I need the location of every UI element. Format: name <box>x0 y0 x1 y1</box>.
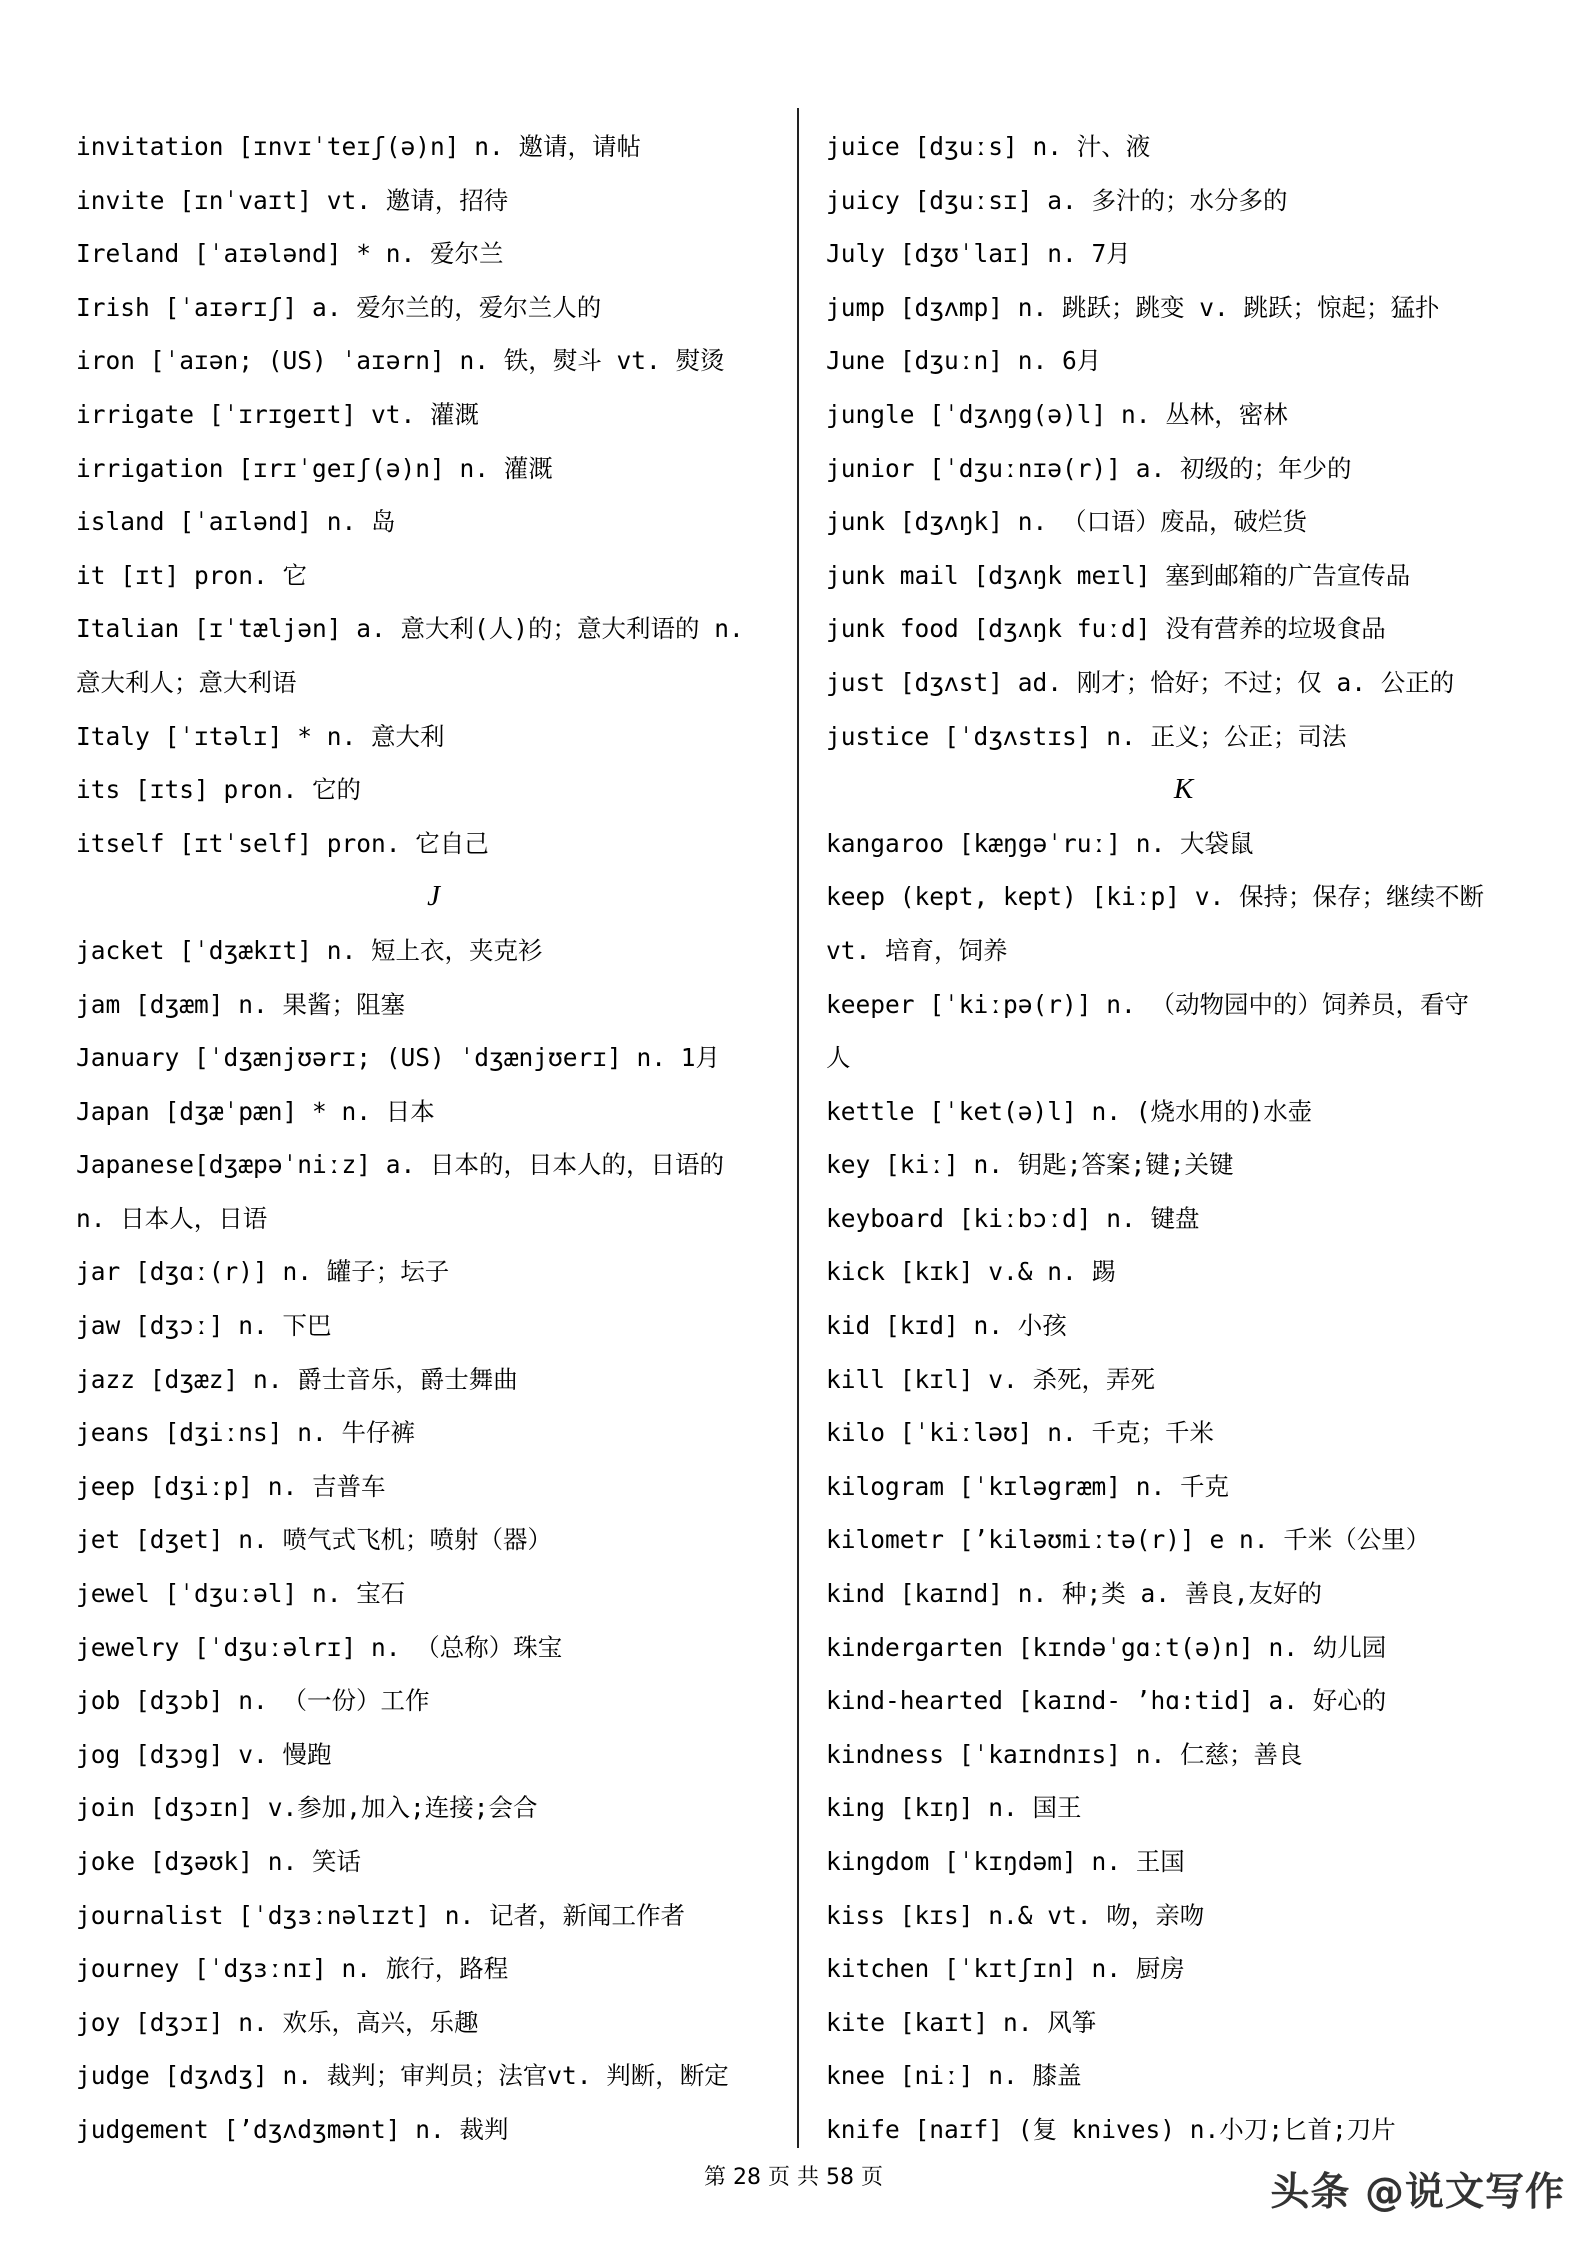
vocabulary-entry: junior [ˈdʒuːnɪə(r)] a. 初级的；年少的 <box>826 453 1352 483</box>
vocabulary-entry: kilogram [ˈkɪləgræm] n. 千克 <box>826 1471 1230 1501</box>
vocabulary-entry: invitation [ɪnvɪˈteɪʃ(ə)n] n. 邀请，请帖 <box>76 132 642 161</box>
vocabulary-entry: judgement [’dʒʌdʒmənt] n. 裁判 <box>76 2114 509 2144</box>
vocabulary-entry: junk mail [dʒʌŋk meɪl] 塞到邮箱的广告宣传品 <box>826 560 1411 590</box>
vocabulary-entry: kindness [ˈkaɪndnɪs] n. 仁慈；善良 <box>826 1739 1303 1769</box>
vocabulary-entry: jazz [dʒæz] n. 爵士音乐，爵士舞曲 <box>76 1364 518 1394</box>
vocabulary-entry: jewelry [ˈdʒuːəlrɪ] n. （总称）珠宝 <box>76 1632 563 1662</box>
vocabulary-entry: keyboard [kiːbɔːd] n. 键盘 <box>826 1203 1200 1233</box>
vocabulary-entry: kingdom [ˈkɪŋdəm] n. 王国 <box>826 1847 1185 1876</box>
vocabulary-entry: joy [dʒɔɪ] n. 欢乐，高兴，乐趣 <box>76 2007 479 2037</box>
vocabulary-entry: Irish [ˈaɪərɪʃ] a. 爱尔兰的，爱尔兰人的 <box>76 292 602 322</box>
vocabulary-entry: kind-hearted [kaɪnd- ’hɑ:tid] a. 好心的 <box>826 1686 1387 1716</box>
vocabulary-entry: itself [ɪtˈself] pron. 它自己 <box>76 828 489 858</box>
vocabulary-entry: justice [ˈdʒʌstɪs] n. 正义；公正；司法 <box>826 721 1347 751</box>
vocabulary-entry: kite [kaɪt] n. 风筝 <box>826 2007 1097 2037</box>
vocabulary-entry: kiss [kɪs] n.& vt. 吻，亲吻 <box>826 1900 1205 1930</box>
vocabulary-entry: job [dʒɔb] n. （一份）工作 <box>76 1686 430 1716</box>
vocabulary-entry: kind [kaɪnd] n. 种;类 a. 善良,友好的 <box>826 1579 1323 1609</box>
vocabulary-entry: king [kɪŋ] n. 国王 <box>826 1793 1082 1823</box>
vocabulary-entry: join [dʒɔɪn] v.参加,加入;连接;会合 <box>76 1793 538 1823</box>
vocabulary-entry: juicy [dʒuːsɪ] a. 多汁的；水分多的 <box>826 185 1288 215</box>
vocabulary-entry: journey [ˈdʒɜːnɪ] n. 旅行，路程 <box>76 1954 509 1984</box>
vocabulary-entry: Japanese[dʒæpəˈniːz] a. 日本的，日本人的，日语的 <box>76 1150 725 1180</box>
vocabulary-entry: jaw [dʒɔː] n. 下巴 <box>76 1311 332 1341</box>
left-column <box>76 120 791 2157</box>
vocabulary-entry: island [ˈaɪlənd] n. 岛 <box>76 507 396 537</box>
vocabulary-entry: kill [kɪl] v. 杀死，弄死 <box>826 1364 1156 1394</box>
vocabulary-entry: jog [dʒɔg] v. 慢跑 <box>76 1739 332 1769</box>
vocabulary-entry: kilometr [’kiləʊmiːtə(r)] e n. 千米（公里） <box>826 1525 1431 1555</box>
section-letter: J <box>427 880 440 913</box>
vocabulary-entry: jewel [ˈdʒuːəl] n. 宝石 <box>76 1579 406 1609</box>
vocabulary-entry: keeper [ˈkiːpə(r)] n. （动物园中的）饲养员，看守 <box>826 989 1470 1019</box>
vocabulary-entry: iron [ˈaɪən; (US) ˈaɪərn] n. 铁，熨斗 vt. 熨烫 <box>76 346 725 376</box>
vocabulary-entry: kick [kɪk] v.& n. 踢 <box>826 1257 1117 1287</box>
vocabulary-entry: Japan [dʒæˈpæn] * n. 日本 <box>76 1096 435 1126</box>
vocabulary-entry: January [ˈdʒænjʊərɪ; (US) ˈdʒænjʊerɪ] n. 1月 <box>76 1043 721 1073</box>
vocabulary-entry: junk [dʒʌŋk] n. （口语）废品，破烂货 <box>826 507 1308 537</box>
vocabulary-entry: jeep [dʒiːp] n. 吉普车 <box>76 1471 386 1501</box>
column-divider <box>797 108 799 2148</box>
vocabulary-entry: knife [naɪf] (复 knives) n.小刀;匕首;刀片 <box>826 2114 1396 2144</box>
vocabulary-entry: Italy [ˈɪtəlɪ] * n. 意大利 <box>76 721 445 751</box>
page-footer: 第 28 页 共 58 页 <box>704 2165 883 2190</box>
vocabulary-entry: Ireland [ˈaɪələnd] * n. 爱尔兰 <box>76 239 504 269</box>
vocabulary-entry: June [dʒuːn] n. 6月 <box>826 346 1102 376</box>
vocabulary-entry: jeans [dʒiːns] n. 牛仔裤 <box>76 1418 416 1448</box>
vocabulary-entry: key [kiː] n. 钥匙;答案;键;关键 <box>826 1150 1234 1180</box>
vocabulary-entry: irrigation [ɪrɪˈgeɪʃ(ə)n] n. 灌溉 <box>76 453 553 483</box>
vocabulary-entry: journalist [ˈdʒɜːnəlɪzt] n. 记者，新闻工作者 <box>76 1900 686 1930</box>
vocabulary-entry: kettle [ˈket(ə)l] n. (烧水用的)水壶 <box>826 1096 1313 1126</box>
vocabulary-entry: it [ɪt] pron. 它 <box>76 560 308 590</box>
vocabulary-entry: joke [dʒəʊk] n. 笑话 <box>76 1847 362 1876</box>
entry-continuation: 人 <box>826 1043 851 1073</box>
vocabulary-entry: jacket [ˈdʒækɪt] n. 短上衣，夹克衫 <box>76 935 543 965</box>
vocabulary-entry: just [dʒʌst] ad. 刚才；恰好；不过；仅 a. 公正的 <box>826 667 1455 697</box>
right-column <box>826 120 1541 2157</box>
vocabulary-entry: kid [kɪd] n. 小孩 <box>826 1311 1067 1341</box>
vocabulary-entry: jungle [ˈdʒʌŋg(ə)l] n. 丛林，密林 <box>826 399 1288 429</box>
section-letter: K <box>1173 773 1194 806</box>
vocabulary-entry: invite [ɪnˈvaɪt] vt. 邀请，招待 <box>76 185 509 215</box>
vocabulary-entry: knee [niː] n. 膝盖 <box>826 2061 1082 2091</box>
vocabulary-entry: irrigate [ˈɪrɪgeɪt] vt. 灌溉 <box>76 399 480 429</box>
vocabulary-entry: Italian [ɪˈtæljən] a. 意大利(人)的；意大利语的 n. <box>76 614 744 644</box>
vocabulary-entry: judge [dʒʌdʒ] n. 裁判；审判员；法官vt. 判断，断定 <box>76 2061 729 2091</box>
vocabulary-entry: kindergarten [kɪndəˈgɑːt(ə)n] n. 幼儿园 <box>826 1632 1387 1662</box>
vocabulary-entry: jam [dʒæm] n. 果酱；阻塞 <box>76 989 406 1019</box>
entry-continuation: n. 日本人，日语 <box>76 1203 268 1233</box>
vocabulary-entry: jar [dʒɑː(r)] n. 罐子；坛子 <box>76 1257 450 1287</box>
entry-continuation: 意大利人；意大利语 <box>76 667 297 697</box>
vocabulary-entry: juice [dʒuːs] n. 汁、液 <box>826 132 1151 161</box>
entry-continuation: vt. 培育，饲养 <box>826 935 1008 965</box>
watermark: 头条 @说文写作 <box>1270 2170 1565 2215</box>
vocabulary-entry: kitchen [ˈkɪtʃɪn] n. 厨房 <box>826 1954 1185 1984</box>
vocabulary-entry: its [ɪts] pron. 它的 <box>76 775 362 805</box>
vocabulary-entry: jump [dʒʌmp] n. 跳跃；跳变 v. 跳跃；惊起；猛扑 <box>826 292 1440 322</box>
vocabulary-entry: July [dʒʊˈlaɪ] n. 7月 <box>826 239 1131 269</box>
vocabulary-entry: jet [dʒet] n. 喷气式飞机；喷射（器） <box>76 1525 553 1555</box>
vocabulary-entry: junk food [dʒʌŋk fuːd] 没有营养的垃圾食品 <box>826 614 1386 644</box>
vocabulary-entry: keep (kept, kept) [kiːp] v. 保持；保存；继续不断 <box>826 882 1485 912</box>
vocabulary-entry: kilo [ˈkiːləʊ] n. 千克；千米 <box>826 1418 1215 1448</box>
vocabulary-entry: kangaroo [kæŋgəˈruː] n. 大袋鼠 <box>826 828 1254 858</box>
